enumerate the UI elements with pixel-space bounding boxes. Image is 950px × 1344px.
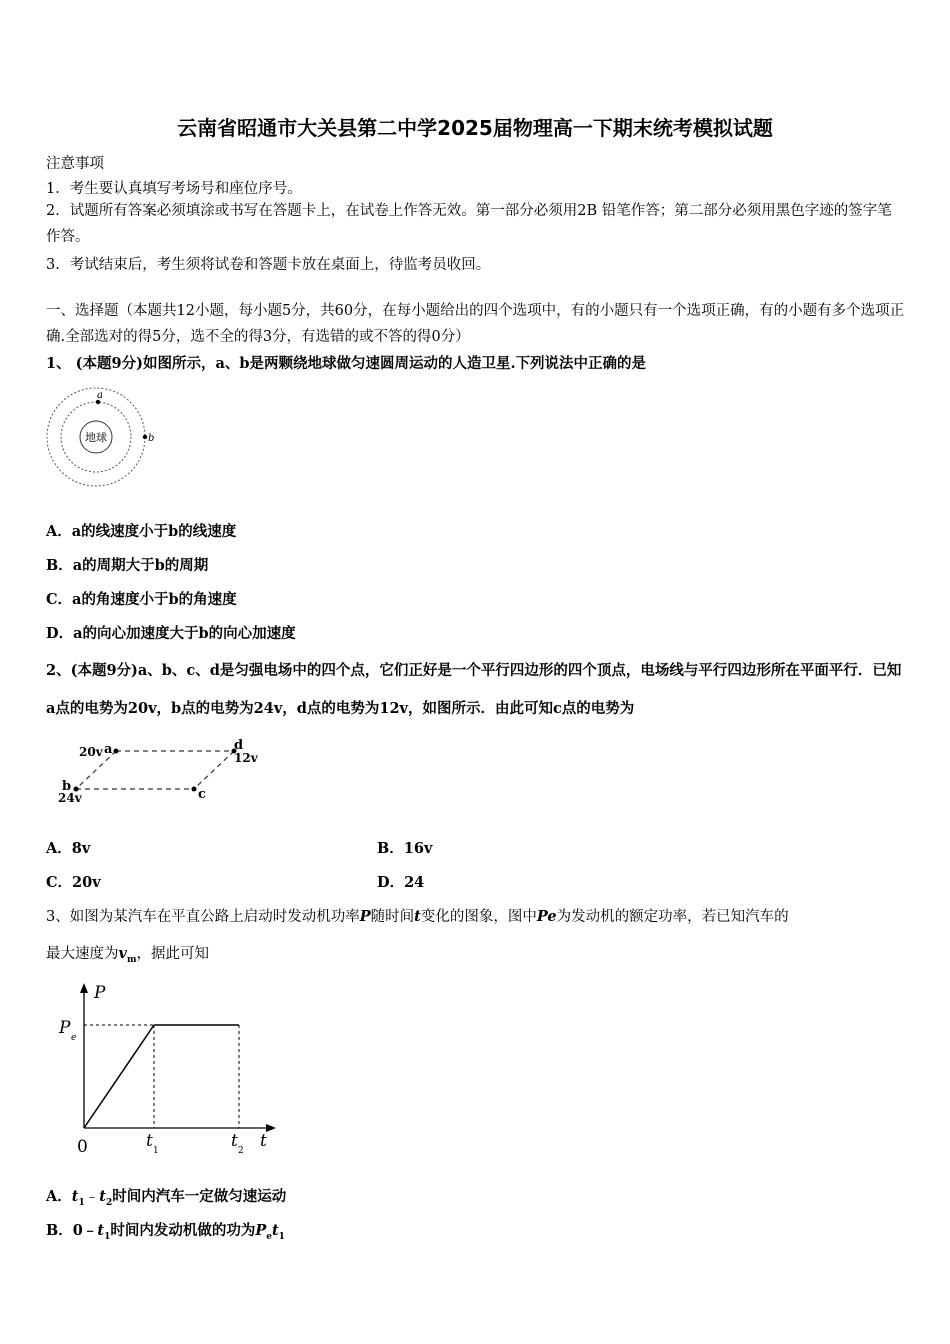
t-axis-label: t xyxy=(260,1131,267,1151)
page-title: 云南省昭通市大关县第二中学2025届物理高一下期末统考模拟试题 xyxy=(177,116,773,140)
t1-label: t xyxy=(146,1131,153,1151)
option-text: 16v xyxy=(403,840,433,857)
origin-label: 0 xyxy=(77,1137,88,1157)
q3-var-v: v xyxy=(118,945,127,962)
var-t1: t xyxy=(97,1222,105,1239)
option-text: 24 xyxy=(404,874,425,891)
q3-text: 随时间 xyxy=(370,909,415,925)
q3-stem-line-2 xyxy=(46,942,209,965)
edge-dc xyxy=(194,751,234,789)
earth-label: 地球 xyxy=(85,431,107,444)
satellite-b-label: b xyxy=(148,433,155,444)
t-axis-arrow xyxy=(266,1124,276,1132)
var-t1: t xyxy=(71,1188,79,1205)
option-letter: C． xyxy=(46,591,73,608)
potential-a-label: 20v xyxy=(79,745,103,759)
satellite-orbit-figure xyxy=(44,385,164,487)
q3-option-b[interactable] xyxy=(46,1219,285,1242)
point-d-label: d xyxy=(234,738,244,753)
q3-text: 最大速度为 xyxy=(46,946,119,962)
section-heading: 一、选择题（本题共12小题，每小题5分，共60分，在每小题给出的四个选项中，有的小题只有一个选项正确，有的小题有多个选项正确.全部选对的得5分，选不全的得3分，有选错的或不答的得0分） xyxy=(46,303,905,345)
point-a xyxy=(114,749,119,754)
option-text: 时间内汽车一定做匀速运动 xyxy=(112,1188,287,1205)
q2-option-c[interactable] xyxy=(46,871,101,892)
t1-label-sub: 1 xyxy=(153,1146,159,1156)
q1-option-c[interactable] xyxy=(46,588,237,609)
dash: ﹣ xyxy=(84,1189,100,1205)
option-text: 20v xyxy=(72,874,101,891)
var-t1-sub: 1 xyxy=(104,1231,111,1242)
var-t2-sub: 2 xyxy=(105,1197,113,1208)
notice-item-2: 2．试题所有答案必须填涂或书写在答题卡上，在试卷上作答无效。第一部分必须用2B 铅笔作答；第二部分必须用黑色字迹的签字笔作答。 xyxy=(46,203,892,245)
option-text: a的线速度小于b的线速度 xyxy=(71,523,237,540)
option-text: 8v xyxy=(71,840,91,857)
power-time-graph xyxy=(56,980,286,1162)
pe-label: P xyxy=(59,1018,71,1038)
option-text: a的角速度小于b的角速度 xyxy=(72,591,237,608)
var-t2: t xyxy=(99,1188,106,1205)
point-c xyxy=(192,787,197,792)
q3-text: 变化的图象，图中 xyxy=(420,909,537,925)
t2-label: t xyxy=(231,1131,238,1151)
var-t-sub: 1 xyxy=(278,1231,285,1242)
option-letter: D． xyxy=(377,874,405,891)
notice-heading: 注意事项 xyxy=(46,156,104,172)
notice-item-3: 3．考试结束后，考生须将试卷和答题卡放在桌面上，待监考员收回。 xyxy=(46,257,491,273)
potential-d-label: 12v xyxy=(234,751,258,765)
satellite-a-label: a xyxy=(97,390,103,401)
option-text: a的周期大于b的周期 xyxy=(72,557,209,574)
option-text: a的向心加速度大于b的向心加速度 xyxy=(73,625,296,642)
q3-text: 为发动机的额定功率，若已知汽车的 xyxy=(556,909,789,925)
var-t1-sub: 1 xyxy=(78,1197,85,1208)
q1-option-d[interactable] xyxy=(46,622,296,643)
pe-label-sub: e xyxy=(71,1033,77,1043)
q3-stem-line-1 xyxy=(46,905,789,926)
q3-var-t: t xyxy=(414,908,421,925)
var-t: t xyxy=(271,1222,279,1239)
var-pe: P xyxy=(255,1222,267,1239)
q3-var-v-sub: m xyxy=(126,954,137,965)
point-c-label: c xyxy=(198,787,206,802)
var-pe-sub: e xyxy=(266,1231,272,1242)
q2-option-b[interactable] xyxy=(377,837,432,858)
option-letter: A． xyxy=(46,1188,72,1205)
point-b-label: b xyxy=(62,779,72,794)
option-letter: B． xyxy=(46,1222,73,1239)
option-letter: D． xyxy=(46,625,74,642)
q1-option-b[interactable] xyxy=(46,554,208,575)
zero-dash: 0﹣ xyxy=(72,1222,98,1239)
q3-text: 3、如图为某汽车在平直公路上启动时发动机功率 xyxy=(46,909,360,925)
point-a-label: a xyxy=(104,742,113,757)
option-letter: B． xyxy=(46,557,73,574)
t2-label-sub: 2 xyxy=(238,1146,244,1156)
p-axis-arrow xyxy=(80,983,88,993)
notice-item-1: 1．考生要认真填写考场号和座位序号。 xyxy=(46,181,302,197)
q3-option-a[interactable] xyxy=(46,1185,286,1208)
p-axis-label: P xyxy=(94,983,106,1003)
q3-var-p: P xyxy=(359,908,371,925)
option-text: 时间内发动机做的功为 xyxy=(110,1222,256,1239)
option-letter: A． xyxy=(46,523,72,540)
potential-b-label: 24v xyxy=(58,791,82,805)
q1-stem: 1、 (本题9分)如图所示，a、b是两颗绕地球做匀速圆周运动的人造卫星.下列说法中正确的是 xyxy=(46,355,647,372)
option-letter: C． xyxy=(46,874,73,891)
option-letter: A． xyxy=(46,840,72,857)
option-letter: B． xyxy=(377,840,404,857)
q1-option-a[interactable] xyxy=(46,520,236,541)
parallelogram-figure xyxy=(56,736,266,806)
satellite-b xyxy=(143,435,147,439)
q3-var-pe: Pe xyxy=(536,908,557,925)
q2-stem: 2、(本题9分)a、b、c、d是匀强电场中的四个点，它们正好是一个平行四边形的四个顶点，电场线与平行四边形所在平面平行．已知a点的电势为20v，b点的电势为24v，d点的电势为12v，如图所示．由此可知c点的电势为 xyxy=(46,662,902,717)
power-ramp-line xyxy=(84,1025,154,1128)
q3-text: ，据此可知 xyxy=(136,946,209,962)
q2-option-a[interactable] xyxy=(46,837,90,858)
q2-option-d[interactable] xyxy=(377,871,424,892)
